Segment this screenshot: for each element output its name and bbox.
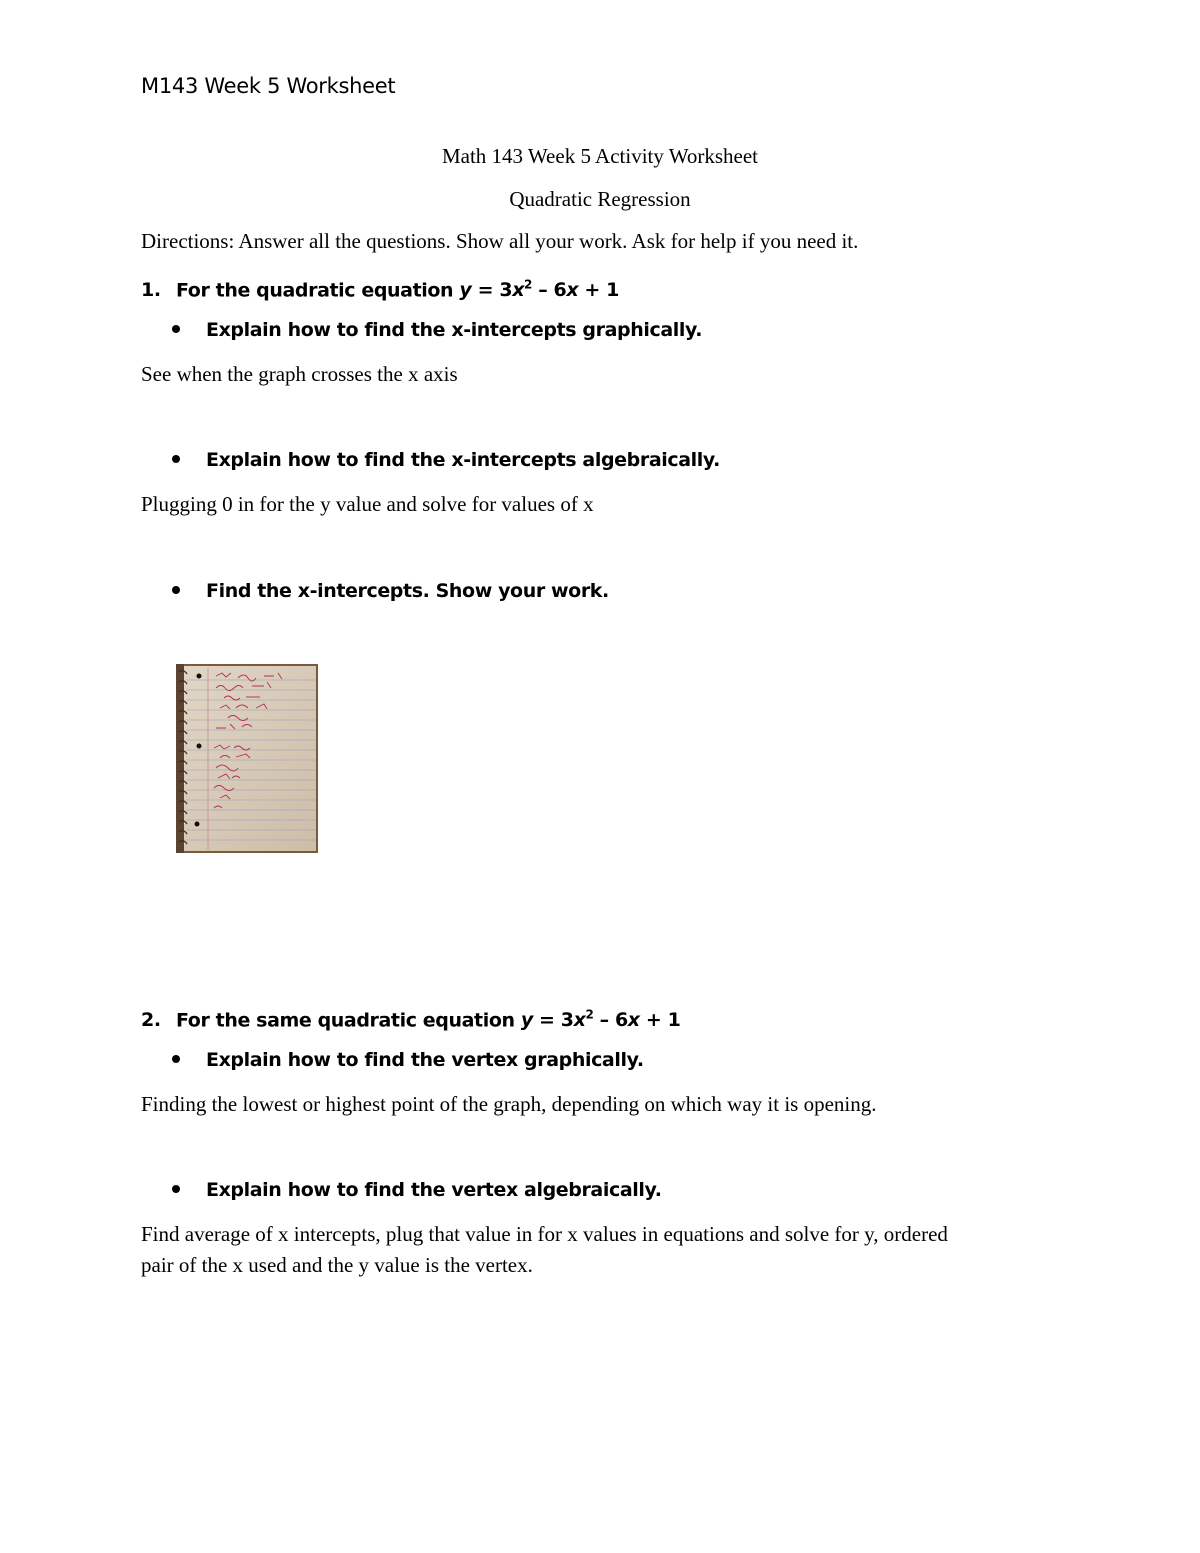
bullet-label: Explain how to find the vertex algebraically. xyxy=(206,1179,662,1201)
directions-text: Directions: Answer all the questions. Show all your work. Ask for help if you need it. xyxy=(141,229,859,253)
answer-text: Finding the lowest or highest point of the graph, depending on which way it is opening. xyxy=(141,1092,877,1116)
bullet-label: Explain how to find the vertex graphically. xyxy=(206,1049,644,1071)
question-prompt: For the quadratic equation xyxy=(176,279,454,302)
equation: $y = 3x^2 - 6x + 1$ xyxy=(459,278,619,302)
answer-text: pair of the x used and the y value is the vertex. xyxy=(141,1253,533,1277)
bullet-label: Explain how to find the x-intercepts algebraically. xyxy=(206,449,720,471)
bullet-item xyxy=(172,577,609,605)
bullet-icon xyxy=(172,586,180,594)
equation: $y = 3x^2 - 6x + 1$ xyxy=(520,1008,681,1032)
answer-text: Plugging 0 in for the y value and solve for values of x xyxy=(141,492,594,516)
page-header: M143 Week 5 Worksheet xyxy=(141,74,396,98)
bullet-item xyxy=(172,1176,662,1204)
answer-text: See when the graph crosses the x axis xyxy=(141,362,458,386)
question-number: 1. xyxy=(141,279,161,302)
question-1 xyxy=(141,271,619,304)
answer-text: Find average of x intercepts, plug that value in for x values in equations and solve for y, ordered xyxy=(141,1222,948,1246)
bullet-label: Find the x-intercepts. Show your work. xyxy=(206,580,609,602)
bullet-icon xyxy=(172,1055,180,1063)
document-subtitle: Quadratic Regression xyxy=(509,187,691,211)
bullet-icon xyxy=(172,325,180,333)
bullet-icon xyxy=(172,455,180,463)
bullet-item xyxy=(172,446,720,474)
bullet-item xyxy=(172,316,702,344)
notebook-image xyxy=(176,664,318,853)
question-2 xyxy=(141,1001,680,1034)
document-title: Math 143 Week 5 Activity Worksheet xyxy=(441,144,759,168)
question-number: 2. xyxy=(141,1009,161,1032)
question-prompt: For the same quadratic equation xyxy=(176,1009,515,1032)
bullet-icon xyxy=(172,1185,180,1193)
bullet-label: Explain how to find the x-intercepts graphically. xyxy=(206,319,703,341)
bullet-item xyxy=(172,1046,644,1074)
handwritten-work-photo xyxy=(176,664,318,853)
